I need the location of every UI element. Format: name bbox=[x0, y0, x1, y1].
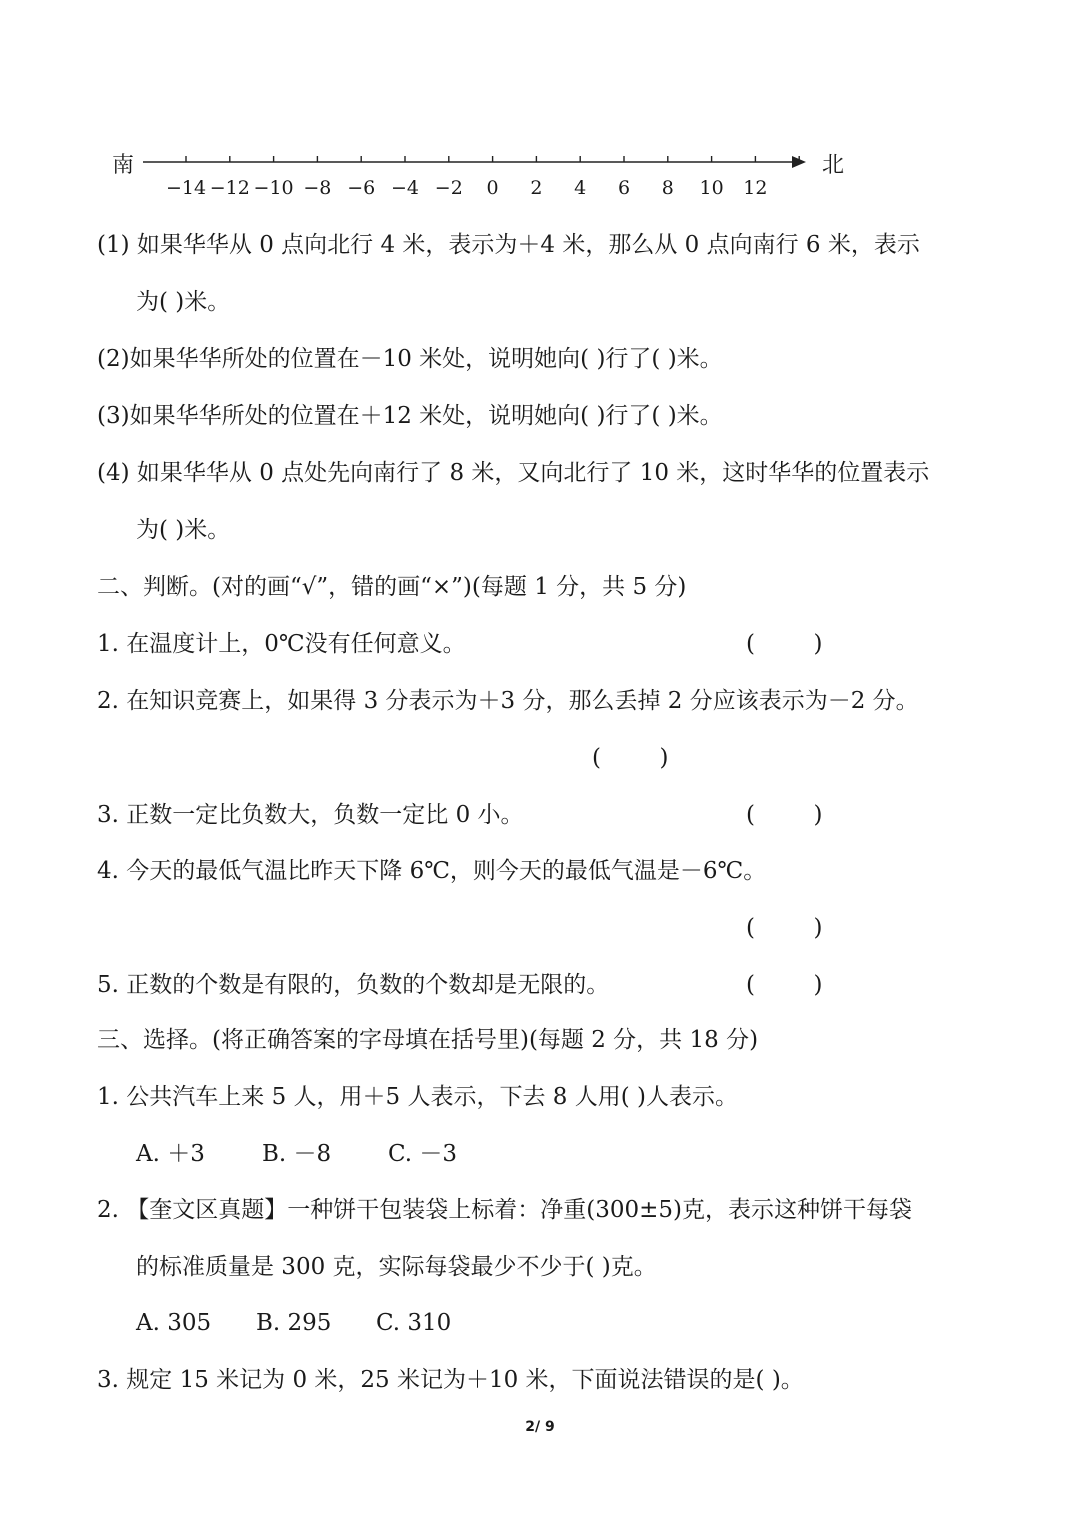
part2-item3-answer-paren: ( ) bbox=[746, 802, 823, 828]
number-line-tick-label: 4 bbox=[574, 177, 587, 199]
part2-item1-text: 1. 在温度计上，0℃没有任何意义。 bbox=[97, 631, 466, 657]
number-line-tick-label: −10 bbox=[253, 177, 294, 199]
part3-question1: 1. 公共汽车上来 5 人，用＋5 人表示，下去 8 人用( )人表示。 bbox=[97, 1084, 738, 1110]
part1-question1-line1: (1) 如果华华从 0 点向北行 4 米，表示为＋4 米，那么从 0 点向南行 6 米，表示 bbox=[97, 232, 920, 258]
number-line-tick-label: −14 bbox=[165, 177, 207, 199]
part3-question2-option-a: A. 305 bbox=[136, 1310, 212, 1336]
part2-item2-answer-paren: ( ) bbox=[592, 745, 669, 771]
part1-question3: (3)如果华华所处的位置在＋12 米处，说明她向( )行了( )米。 bbox=[97, 403, 723, 429]
part1-question2: (2)如果华华所处的位置在－10 米处，说明她向( )行了( )米。 bbox=[97, 346, 723, 372]
part2-item1-answer-paren: ( ) bbox=[746, 631, 823, 657]
part1-question4-line1: (4) 如果华华从 0 点处先向南行了 8 米，又向北行了 10 米，这时华华的位置表示 bbox=[97, 460, 930, 486]
number-line-graphic bbox=[0, 140, 1080, 210]
part1-question4-line2: 为( )米。 bbox=[136, 517, 231, 543]
part3-question2-line1: 2. 【奎文区真题】一种饼干包装袋上标着：净重(300±5)克，表示这种饼干每袋 bbox=[97, 1197, 913, 1223]
number-line-tick-label: −12 bbox=[209, 177, 250, 199]
part3-question1-option-a: A. ＋3 bbox=[136, 1141, 205, 1167]
number-line-tick-label: −8 bbox=[303, 177, 332, 199]
part2-item4-text: 4. 今天的最低气温比昨天下降 6℃，则今天的最低气温是－6℃。 bbox=[97, 858, 767, 884]
number-line-left-label: 南 bbox=[112, 153, 135, 178]
part3-heading: 三、选择。(将正确答案的字母填在括号里)(每题 2 分，共 18 分) bbox=[97, 1027, 759, 1053]
part2-item5-answer-paren: ( ) bbox=[746, 972, 823, 998]
number-line-tick-label: −6 bbox=[347, 177, 376, 199]
number-line-tick-label: 10 bbox=[699, 177, 724, 199]
number-line-tick-label: 8 bbox=[661, 177, 674, 199]
part2-item4-answer-paren: ( ) bbox=[746, 915, 823, 941]
number-line-right-label: 北 bbox=[822, 153, 845, 178]
number-line-tick-label: 0 bbox=[486, 177, 499, 199]
part3-question3: 3. 规定 15 米记为 0 米，25 米记为＋10 米，下面说法错误的是( )。 bbox=[97, 1367, 804, 1393]
number-line-tick-label: 2 bbox=[530, 177, 543, 199]
part1-question1-line2: 为( )米。 bbox=[136, 289, 231, 315]
part3-question2-option-b: B. 295 bbox=[256, 1310, 332, 1336]
part2-item5-text: 5. 正数的个数是有限的，负数的个数却是无限的。 bbox=[97, 972, 610, 998]
number-line bbox=[0, 140, 1080, 210]
part2-item2-text: 2. 在知识竞赛上，如果得 3 分表示为＋3 分，那么丢掉 2 分应该表示为－2 分。 bbox=[97, 688, 919, 714]
number-line-tick-label: 6 bbox=[617, 177, 631, 199]
part3-question1-option-b: B. －8 bbox=[262, 1141, 332, 1167]
number-line-tick-label: −4 bbox=[390, 177, 420, 199]
number-line-tick-label: −2 bbox=[434, 177, 463, 199]
page-number: 2/ 9 bbox=[525, 1419, 555, 1435]
part3-question2-line2: 的标准质量是 300 克，实际每袋最少不少于( )克。 bbox=[136, 1254, 657, 1280]
part2-heading: 二、判断。(对的画“√”，错的画“×”)(每题 1 分，共 5 分) bbox=[97, 574, 687, 600]
part2-item3-text: 3. 正数一定比负数大，负数一定比 0 小。 bbox=[97, 802, 524, 828]
part3-question1-option-c: C. －3 bbox=[388, 1141, 458, 1167]
number-line-tick-label: 12 bbox=[743, 177, 768, 199]
part3-question2-option-c: C. 310 bbox=[376, 1310, 452, 1336]
